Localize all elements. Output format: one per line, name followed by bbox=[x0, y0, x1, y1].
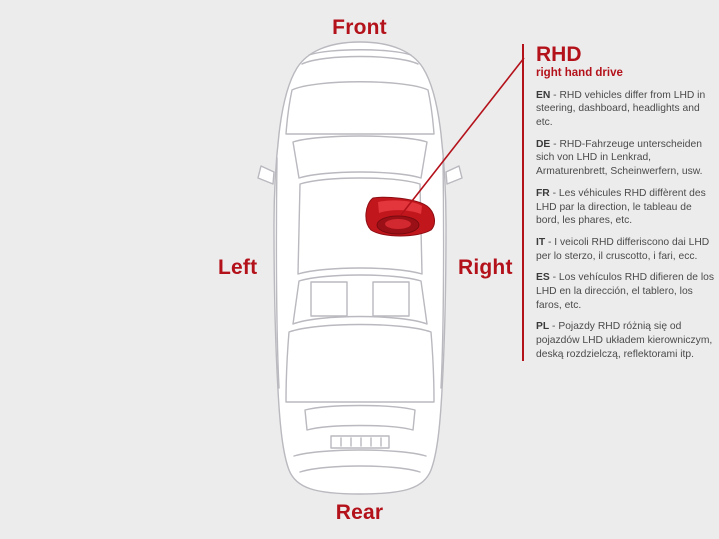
language-text-es: - Los vehículos RHD difieren de los LHD en la dirección, el tablero, los faros, etc. bbox=[536, 272, 715, 311]
language-code-es: ES bbox=[536, 272, 550, 284]
direction-label-left: Left bbox=[218, 256, 258, 279]
language-code-en: EN bbox=[536, 89, 551, 101]
callout-subtitle: right hand drive bbox=[536, 67, 623, 80]
language-text-fr: - Les véhicules RHD diffèrent des LHD par la direction, le tableau de bord, les phares, etc. bbox=[536, 187, 706, 227]
language-code-pl: PL bbox=[536, 321, 550, 333]
callout-entry-es bbox=[536, 271, 716, 312]
language-text-pl: - Pojazdy RHD różnią się od pojazdów LHD układem kierowniczym, deską rozdzielczą, reflektorami itp. bbox=[536, 321, 713, 360]
callout-entry-de bbox=[536, 138, 716, 179]
callout-entry-it bbox=[536, 236, 716, 263]
direction-label-front: Front bbox=[332, 16, 387, 39]
car-top-view-illustration bbox=[245, 38, 475, 498]
callout-entry-fr bbox=[536, 187, 716, 228]
language-code-fr: FR bbox=[536, 187, 550, 199]
language-text-de: - RHD-Fahrzeuge unterscheiden sich von LHD in Lenkrad, Armaturenbrett, Scheinwerfern, usw. bbox=[536, 138, 703, 178]
callout-title: RHD bbox=[536, 43, 582, 66]
callout-entry-en bbox=[536, 89, 716, 130]
language-text-en: - RHD vehicles differ from LHD in steering, dashboard, headlights and etc. bbox=[536, 89, 706, 129]
language-code-it: IT bbox=[536, 236, 546, 248]
callout-entry-pl bbox=[536, 320, 716, 361]
direction-label-right: Right bbox=[458, 256, 513, 279]
rhd-callout-panel bbox=[522, 44, 716, 361]
language-code-de: DE bbox=[536, 138, 551, 150]
direction-label-rear: Rear bbox=[335, 501, 384, 524]
language-text-it: - I veicoli RHD differiscono dai LHD per lo sterzo, il cruscotto, i fari, ecc. bbox=[536, 236, 710, 262]
